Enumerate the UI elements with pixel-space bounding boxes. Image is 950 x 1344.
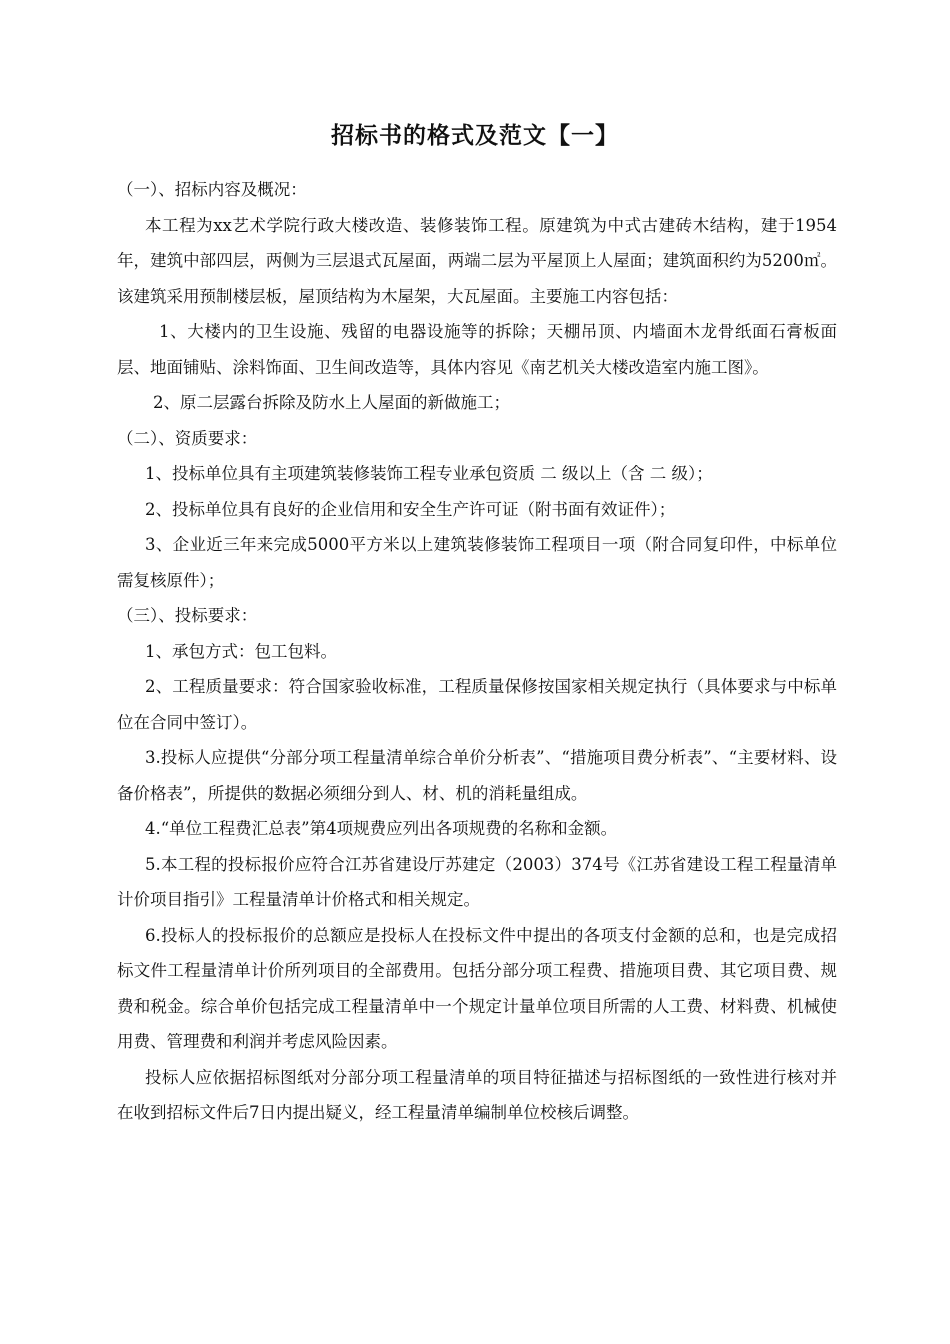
paragraph: 2、原二层露台拆除及防水上人屋面的新做施工； — [153, 393, 510, 412]
paragraph: 6.投标人的投标报价的总额应是投标人在投标文件中提出的各项支付金额的总和，也是完成招标文件工程量清单计价所列项目的全部费用。包括分部分项工程费、措施项目费、其它项目费、规费和税金。综合单价包括完成工程量清单中一个规定计量单位项目所需的人工费、材料费、机械使用费、管理费和利润并考虑风险因素。 — [117, 925, 837, 1051]
paragraph: 1、承包方式：包工包料。 — [145, 641, 337, 661]
paragraph: 本工程为xx艺术学院行政大楼改造、装修装饰工程。原建筑为中式古建砖木结构，建于1954年，建筑中部四层，两侧为三层退式瓦屋面，两端二层为平屋顶上人屋面；建筑面积约为5200㎡。该建筑采用预制楼层板，屋顶结构为木屋架，大瓦屋面。主要施工内容包括： — [117, 215, 837, 306]
paragraph: 4.“单位工程费汇总表”第4项规费应列出各项规费的名称和金额。 — [145, 819, 618, 838]
paragraph: 2、工程质量要求：符合国家验收标准，工程质量保修按国家相关规定执行（具体要求与中标单位在合同中签订）。 — [117, 677, 837, 732]
section-heading: （二）、资质要求： — [117, 428, 258, 448]
paragraph: 3.投标人应提供“分部分项工程量清单综合单价分析表”、“措施项目费分析表”、“主要材料、设备价格表”，所提供的数据必须细分到人、材、机的消耗量组成。 — [117, 748, 837, 803]
paragraph: 1、大楼内的卫生设施、残留的电器设施等的拆除；天棚吊顶、内墙面木龙骨纸面石膏板面层、地面铺贴、涂料饰面、卫生间改造等，具体内容见《南艺机关大楼改造室内施工图》。 — [117, 322, 837, 377]
paragraph: 投标人应依据招标图纸对分部分项工程量清单的项目特征描述与招标图纸的一致性进行核对并在收到招标文件后7日内提出疑义，经工程量清单编制单位校核后调整。 — [117, 1067, 837, 1122]
document-title: 招标书的格式及范文【一】 — [331, 122, 619, 149]
section-heading: （一）、招标内容及概况： — [117, 180, 307, 199]
paragraph: 2、投标单位具有良好的企业信用和安全生产许可证（附书面有效证件）； — [145, 499, 676, 519]
paragraph: 1、投标单位具有主项建筑装修装饰工程专业承包资质 二 级以上（含 二 级）； — [145, 464, 713, 483]
paragraph: 3、企业近三年来完成5000平方米以上建筑装修装饰工程项目一项（附合同复印件，中标单位需复核原件）； — [117, 535, 837, 590]
section-heading: （三）、投标要求： — [117, 606, 258, 625]
paragraph: 5.本工程的投标报价应符合江苏省建设厅苏建定（2003）374号《江苏省建设工程工程量清单计价项目指引》工程量清单计价格式和相关规定。 — [117, 854, 837, 909]
document-body — [117, 172, 837, 1131]
